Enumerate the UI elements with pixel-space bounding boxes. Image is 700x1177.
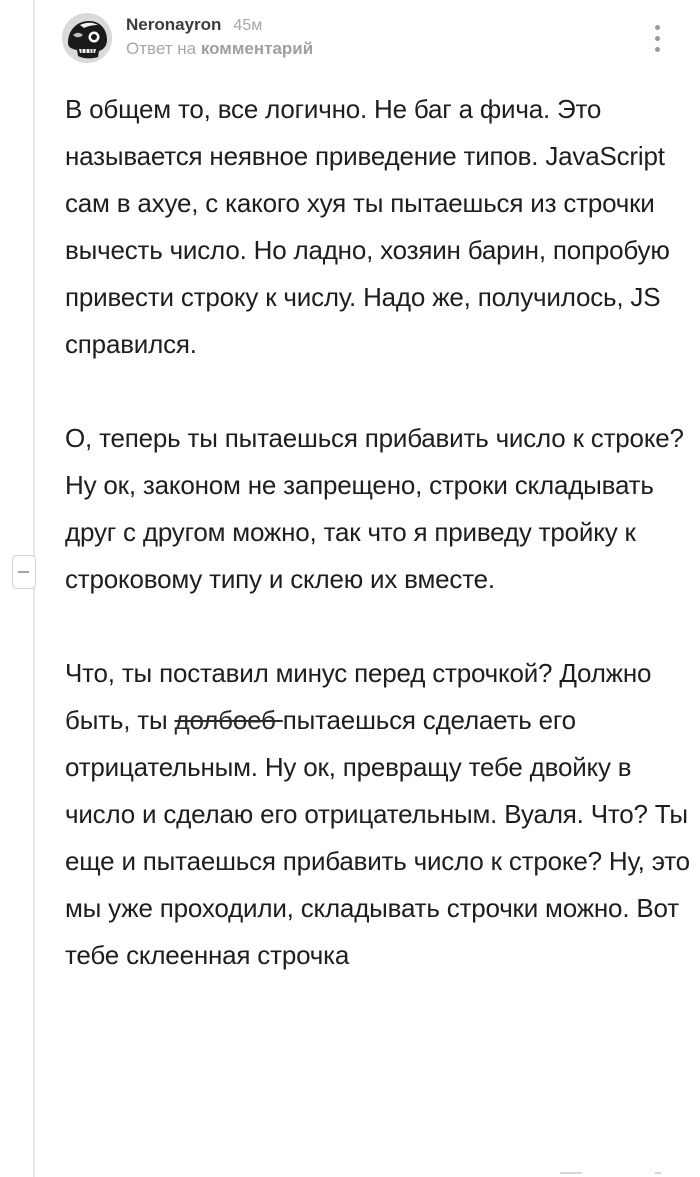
strikethrough-text: долбоеб [174,705,283,735]
comment-paragraph: О, теперь ты пытаешься прибавить число к строке? Ну ок, законом не запрещено, строки складывать друг с другом можно, так что я приведу тройку к строковому типу и склею их вместе. [65,423,684,594]
skull-avatar-icon [62,13,112,63]
next-item-hint [655,1172,661,1174]
vertical-dots-icon-dot [655,36,660,41]
comment-time: 45м [233,17,263,34]
comment-paragraph [65,650,693,979]
comment-paragraph: В общем то, все логично. Не баг а фича. Это называется неявное приведение типов. JavaScript сам в ахуе, с какого хуя ты пытаешься из строчки вычесть число. Но ладно, хозяин барин, попробую привести строку к числу. Надо же, получилось, JS справился. [65,94,670,359]
author-name[interactable]: Neronayron [126,15,222,34]
paragraph-text: пытаешься сделаеть его отрицательным. Ну ок, превращу тебе двойку в число и сделаю его отрицательным. Вуаля. Что? Ты еще и пытаешься прибавить число к строке? Ну, это мы уже проходили, складывать строчки можно. Вот тебе склеенная строчка [65,705,690,970]
collapse-thread-button[interactable] [12,555,36,589]
comment-header [62,13,682,69]
paragraph-text: Что, ты поставил минус перед строчкой? Должно быть, ты [65,658,652,735]
next-item-hint [560,1172,582,1174]
vertical-dots-icon-dot [655,47,660,52]
reply-to-comment-link[interactable]: комментарий [200,39,314,58]
reply-prefix: Ответ на [126,39,197,58]
comment-body [65,86,693,979]
avatar[interactable] [62,13,112,63]
vertical-dots-icon [655,25,660,30]
thread-line [33,0,35,1177]
minus-icon [18,571,29,573]
comment-meta [126,13,606,61]
more-options-button[interactable] [650,23,666,55]
